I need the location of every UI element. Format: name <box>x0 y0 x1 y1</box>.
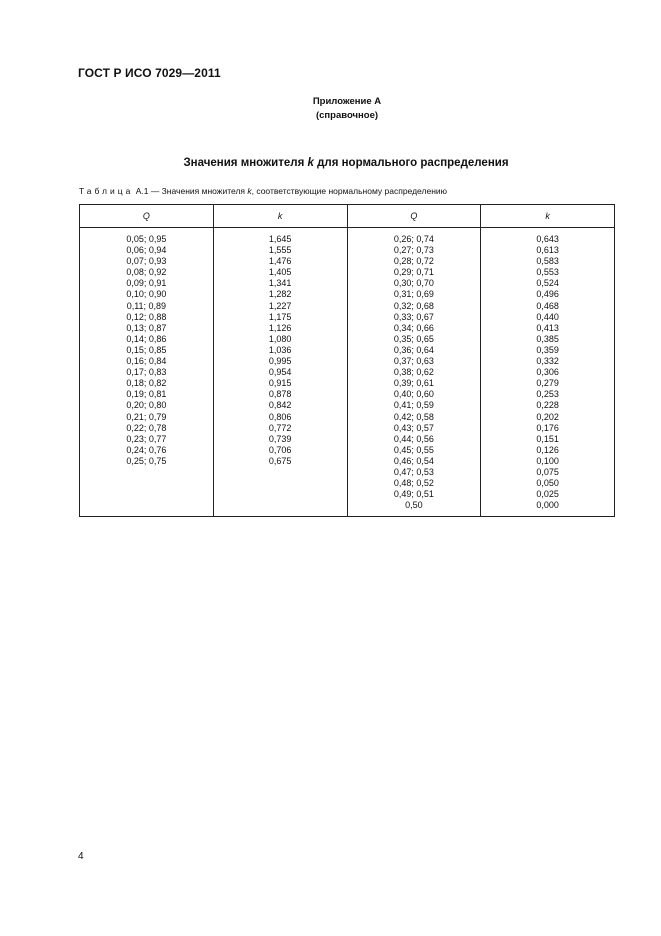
table-cell: 0,08; 0,92 <box>80 267 214 278</box>
table-cell: 0,643 <box>481 234 615 245</box>
column-header: k <box>481 205 615 228</box>
table-cell: 1,476 <box>213 256 347 267</box>
column-header: Q <box>347 205 481 228</box>
table-cell: 0,553 <box>481 267 615 278</box>
table-cell: 0,468 <box>481 301 615 312</box>
table-row <box>80 423 615 434</box>
table-cell: 0,739 <box>213 434 347 445</box>
table-cell: 0,49; 0,51 <box>347 489 481 500</box>
table-cell: 0,772 <box>213 423 347 434</box>
table-row <box>80 267 615 278</box>
table-row <box>80 445 615 456</box>
table-cell: 0,35; 0,65 <box>347 334 481 345</box>
table-row <box>80 345 615 356</box>
table-cell: 0,09; 0,91 <box>80 278 214 289</box>
table-row <box>80 289 615 300</box>
table-cell: 0,48; 0,52 <box>347 478 481 489</box>
table-cell: 0,100 <box>481 456 615 467</box>
section-title <box>0 157 661 169</box>
table-cell: 0,33; 0,67 <box>347 312 481 323</box>
table-cell: 0,34; 0,66 <box>347 323 481 334</box>
table-row <box>80 245 615 256</box>
table-cell: 0,806 <box>213 412 347 423</box>
table-cell: 1,282 <box>213 289 347 300</box>
table-cell: 0,14; 0,86 <box>80 334 214 345</box>
table-cell: 0,583 <box>481 256 615 267</box>
table-bottom-spacer-row <box>80 511 615 517</box>
document-header-title: ГОСТ Р ИСО 7029—2011 <box>78 66 221 80</box>
table-cell: 1,645 <box>213 234 347 245</box>
table-cell: 0,915 <box>213 378 347 389</box>
table-cell: 0,995 <box>213 356 347 367</box>
annex-type: (справочное) <box>315 110 379 121</box>
table-row <box>80 389 615 400</box>
table-row <box>80 467 615 478</box>
table-body <box>80 228 615 517</box>
table-cell: 0,40; 0,60 <box>347 389 481 400</box>
table-row <box>80 301 615 312</box>
table-cell: 0,22; 0,78 <box>80 423 214 434</box>
table-row <box>80 312 615 323</box>
page-number: 4 <box>78 851 84 862</box>
table-cell: 0,496 <box>481 289 615 300</box>
table-cell: 0,176 <box>481 423 615 434</box>
table-cell: 0,18; 0,82 <box>80 378 214 389</box>
table-cell: 1,175 <box>213 312 347 323</box>
table-cell: 1,036 <box>213 345 347 356</box>
table-cell: 0,842 <box>213 400 347 411</box>
table-cell: 0,075 <box>481 467 615 478</box>
table-cell: 0,45; 0,55 <box>347 445 481 456</box>
table-cell: 0,42; 0,58 <box>347 412 481 423</box>
table-caption-text-pre: А.1 — Значения множителя <box>133 186 248 196</box>
table-cell: 1,341 <box>213 278 347 289</box>
table-cell <box>80 489 214 500</box>
table-cell: 0,385 <box>481 334 615 345</box>
table-cell: 0,07; 0,93 <box>80 256 214 267</box>
table-row <box>80 323 615 334</box>
table-cell: 0,228 <box>481 400 615 411</box>
table-caption-variable: k <box>247 186 252 196</box>
table-cell: 0,28; 0,72 <box>347 256 481 267</box>
table-cell: 0,440 <box>481 312 615 323</box>
table-cell: 0,15; 0,85 <box>80 345 214 356</box>
table-cell: 0,38; 0,62 <box>347 367 481 378</box>
table-cell: 0,37; 0,63 <box>347 356 481 367</box>
table-row <box>80 256 615 267</box>
table-row <box>80 367 615 378</box>
table-cell: 0,47; 0,53 <box>347 467 481 478</box>
table-row <box>80 334 615 345</box>
table-cell <box>80 478 214 489</box>
table-row <box>80 434 615 445</box>
table-cell: 0,050 <box>481 478 615 489</box>
table-row <box>80 489 615 500</box>
table-cell: 0,32; 0,68 <box>347 301 481 312</box>
table-cell: 0,878 <box>213 389 347 400</box>
table-row <box>80 456 615 467</box>
table-cell <box>213 467 347 478</box>
table-cell: 0,413 <box>481 323 615 334</box>
table-cell: 0,31; 0,69 <box>347 289 481 300</box>
table-cell: 0,05; 0,95 <box>80 234 214 245</box>
table-cell: 0,954 <box>213 367 347 378</box>
table-cell: 0,44; 0,56 <box>347 434 481 445</box>
table-caption-text-post: , соответствующие нормальному распределению <box>251 186 448 196</box>
table-cell: 0,46; 0,54 <box>347 456 481 467</box>
table-row <box>80 400 615 411</box>
table-cell: 0,30; 0,70 <box>347 278 481 289</box>
table-cell: 0,20; 0,80 <box>80 400 214 411</box>
section-title-post: для нормального распределения <box>313 157 509 169</box>
table-row <box>80 356 615 367</box>
table-cell: 0,279 <box>481 378 615 389</box>
table-row <box>80 278 615 289</box>
section-title-pre: Значения множителя <box>183 157 308 169</box>
table-cell: 0,306 <box>481 367 615 378</box>
table-cell: 0,12; 0,88 <box>80 312 214 323</box>
table-cell: 0,21; 0,79 <box>80 412 214 423</box>
table-cell: 0,26; 0,74 <box>347 234 481 245</box>
annex-title: Приложение А <box>312 96 382 107</box>
annex-heading <box>0 95 661 123</box>
table-cell: 0,24; 0,76 <box>80 445 214 456</box>
column-header: Q <box>80 205 214 228</box>
table-cell: 0,36; 0,64 <box>347 345 481 356</box>
table-cell: 0,27; 0,73 <box>347 245 481 256</box>
table-cell <box>213 489 347 500</box>
table-caption-label: Таблица <box>79 186 134 196</box>
table-cell: 0,025 <box>481 489 615 500</box>
table-cell: 0,41; 0,59 <box>347 400 481 411</box>
table-cell <box>213 500 347 511</box>
table-cell <box>80 500 214 511</box>
table-cell: 0,23; 0,77 <box>80 434 214 445</box>
table-cell: 0,29; 0,71 <box>347 267 481 278</box>
table-cell: 0,16; 0,84 <box>80 356 214 367</box>
table-cell: 0,359 <box>481 345 615 356</box>
table-cell: 0,17; 0,83 <box>80 367 214 378</box>
table-cell: 0,332 <box>481 356 615 367</box>
table-cell: 0,000 <box>481 500 615 511</box>
table-cell: 0,50 <box>347 500 481 511</box>
section-title-variable: k <box>307 157 314 169</box>
table-cell <box>213 478 347 489</box>
table-cell: 1,080 <box>213 334 347 345</box>
table-cell: 0,11; 0,89 <box>80 301 214 312</box>
table-cell: 0,13; 0,87 <box>80 323 214 334</box>
table-cell: 0,706 <box>213 445 347 456</box>
table-row <box>80 234 615 245</box>
table-cell: 1,405 <box>213 267 347 278</box>
table-row <box>80 478 615 489</box>
table-cell: 0,202 <box>481 412 615 423</box>
table-cell: 0,43; 0,57 <box>347 423 481 434</box>
table-row <box>80 412 615 423</box>
column-header: k <box>213 205 347 228</box>
table-header-row <box>80 205 615 228</box>
table-cell: 1,126 <box>213 323 347 334</box>
table-row <box>80 500 615 511</box>
table-cell: 0,06; 0,94 <box>80 245 214 256</box>
table-cell: 0,126 <box>481 445 615 456</box>
table-cell: 0,524 <box>481 278 615 289</box>
table-cell: 1,227 <box>213 301 347 312</box>
table-cell: 0,675 <box>213 456 347 467</box>
table-cell: 1,555 <box>213 245 347 256</box>
table-cell: 0,19; 0,81 <box>80 389 214 400</box>
table-cell: 0,39; 0,61 <box>347 378 481 389</box>
table-caption <box>79 186 447 196</box>
table-row <box>80 378 615 389</box>
table-cell: 0,253 <box>481 389 615 400</box>
table-cell: 0,151 <box>481 434 615 445</box>
table-cell: 0,25; 0,75 <box>80 456 214 467</box>
table-cell <box>80 467 214 478</box>
table-cell: 0,10; 0,90 <box>80 289 214 300</box>
table-cell: 0,613 <box>481 245 615 256</box>
data-table <box>79 204 615 517</box>
